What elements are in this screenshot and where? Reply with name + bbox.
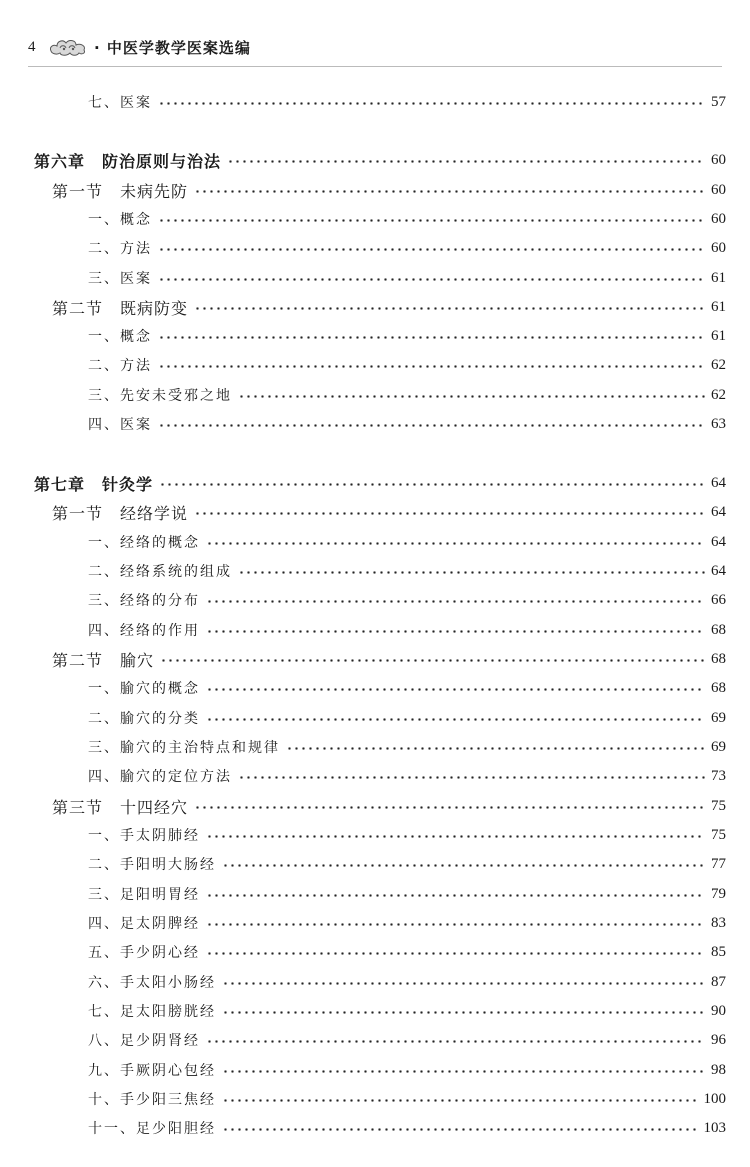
toc-entry-title: 四、足太阴脾经 — [88, 916, 200, 932]
toc-entry-title: 二、经络系统的组成 — [88, 564, 232, 580]
dot-leader — [158, 365, 705, 368]
toc-page-number: 103 — [703, 1119, 726, 1136]
toc-page-number: 69 — [711, 709, 726, 726]
toc-entry-title: 七、足太阳膀胱经 — [88, 1004, 216, 1020]
toc-item-row — [88, 559, 726, 583]
toc-item-row — [88, 911, 726, 935]
toc-entry-title: 第三节 十四经穴 — [52, 797, 189, 817]
dot-leader — [206, 923, 705, 926]
toc-entry-title: 第六章 防治原则与治法 — [34, 151, 222, 171]
dot-leader — [206, 835, 705, 838]
toc-page-number: 60 — [711, 181, 726, 198]
toc-item-row — [88, 823, 726, 847]
toc-page-number: 64 — [711, 503, 726, 520]
dot-leader — [158, 278, 705, 281]
toc-entry-title: 一、概念 — [88, 212, 152, 228]
dot-leader — [206, 542, 705, 545]
dot-leader — [158, 219, 705, 222]
toc-page-number: 98 — [711, 1061, 726, 1078]
toc-item-row — [88, 588, 726, 612]
toc-entry-title: 一、腧穴的概念 — [88, 681, 200, 697]
toc-entry-title: 三、腧穴的主治特点和规律 — [88, 740, 280, 756]
toc-item-row — [88, 207, 726, 231]
dot-leader — [194, 190, 705, 193]
page-number: 4 — [28, 38, 36, 55]
toc-item-row — [88, 412, 726, 436]
dot-leader — [222, 1070, 705, 1073]
toc-entry-title: 六、手太阳小肠经 — [88, 975, 216, 991]
toc-page-number: 60 — [711, 151, 726, 168]
toc-page-number: 64 — [711, 562, 726, 579]
toc-item-row — [88, 764, 726, 788]
dot-leader — [238, 395, 705, 398]
dot-leader — [206, 1040, 705, 1043]
dot-leader — [159, 483, 705, 486]
toc-section-row — [52, 295, 726, 319]
dot-leader — [158, 248, 705, 251]
toc-section-row — [52, 500, 726, 524]
dot-leader — [206, 600, 705, 603]
toc-page-number: 100 — [703, 1090, 726, 1107]
toc-page-number: 60 — [711, 210, 726, 227]
toc-page-number: 77 — [711, 855, 726, 872]
dot-leader — [194, 806, 705, 809]
toc-entry-title: 三、先安未受邪之地 — [88, 388, 232, 404]
dot-leader — [222, 1128, 698, 1131]
toc-page-number: 68 — [711, 650, 726, 667]
toc-item-row — [88, 324, 726, 348]
toc-item-row — [88, 353, 726, 377]
dot-leader — [206, 894, 705, 897]
toc-page-number: 62 — [711, 356, 726, 373]
toc-chapter-row — [34, 471, 726, 495]
toc-item-row — [88, 618, 726, 642]
toc-item-row — [88, 1028, 726, 1052]
toc-entry-title: 一、概念 — [88, 329, 152, 345]
dot-leader — [227, 160, 705, 163]
dot-leader — [222, 982, 705, 985]
toc-chapter-row — [34, 148, 726, 172]
toc-item-row — [88, 1058, 726, 1082]
toc-page-number: 62 — [711, 386, 726, 403]
toc-page-number: 61 — [711, 298, 726, 315]
toc-page-number: 87 — [711, 973, 726, 990]
toc-page-number: 61 — [711, 269, 726, 286]
dot-leader — [206, 952, 705, 955]
dot-leader — [194, 307, 705, 310]
toc-entry-title: 九、手厥阴心包经 — [88, 1063, 216, 1079]
toc-entry-title: 第一节 经络学说 — [52, 503, 189, 523]
toc-section-row — [52, 794, 726, 818]
toc-item-row — [88, 706, 726, 730]
dot-leader — [206, 630, 705, 633]
toc-section-row — [52, 178, 726, 202]
dot-leader — [206, 718, 705, 721]
toc-entry-title: 一、手太阴肺经 — [88, 828, 200, 844]
toc-item-row — [88, 236, 726, 260]
toc-entry-title: 三、医案 — [88, 271, 152, 287]
toc-entry-title: 第二节 腧穴 — [52, 650, 155, 670]
toc-page-number: 68 — [711, 679, 726, 696]
toc-entry-title: 五、手少阴心经 — [88, 945, 200, 961]
toc-entry-title: 三、足阳明胃经 — [88, 887, 200, 903]
toc-page-number: 75 — [711, 826, 726, 843]
toc-item-row — [88, 970, 726, 994]
toc-page-number: 85 — [711, 943, 726, 960]
toc-entry-title: 十、手少阳三焦经 — [88, 1092, 216, 1108]
toc-item-row — [88, 999, 726, 1023]
toc-page-number: 60 — [711, 239, 726, 256]
toc-entry-title: 七、医案 — [88, 95, 152, 111]
dot-leader — [222, 864, 705, 867]
toc-entry-title: 十一、足少阳胆经 — [88, 1121, 216, 1137]
cloud-ornament-icon — [48, 36, 88, 58]
header-divider — [28, 66, 722, 67]
toc-item-row — [88, 1087, 726, 1111]
toc-page-number: 90 — [711, 1002, 726, 1019]
dot-leader — [158, 424, 705, 427]
running-header — [28, 34, 251, 60]
toc-entry-title: 第一节 未病先防 — [52, 181, 189, 201]
dot-leader — [206, 688, 705, 691]
toc-page-number: 66 — [711, 591, 726, 608]
dot-leader — [238, 776, 705, 779]
toc-entry-title: 八、足少阴肾经 — [88, 1033, 200, 1049]
dot-leader — [222, 1011, 705, 1014]
toc-page-number: 68 — [711, 621, 726, 638]
toc-page-number: 73 — [711, 767, 726, 784]
dot-leader — [222, 1099, 698, 1102]
toc-item-row — [88, 90, 726, 114]
toc-page-number: 64 — [711, 533, 726, 550]
toc-item-row — [88, 735, 726, 759]
toc-item-row — [88, 530, 726, 554]
toc-entry-title: 二、腧穴的分类 — [88, 711, 200, 727]
book-title: · 中医学教学医案选编 — [94, 38, 251, 57]
toc-entry-title: 一、经络的概念 — [88, 535, 200, 551]
toc-entry-title: 三、经络的分布 — [88, 593, 200, 609]
toc-item-row — [88, 882, 726, 906]
toc-item-row — [88, 676, 726, 700]
toc-entry-title: 四、腧穴的定位方法 — [88, 769, 232, 785]
toc-page-number: 63 — [711, 415, 726, 432]
dot-leader — [160, 659, 705, 662]
toc-page-number: 61 — [711, 327, 726, 344]
toc-entry-title: 二、方法 — [88, 358, 152, 374]
dot-leader — [194, 512, 705, 515]
toc-page-number: 79 — [711, 885, 726, 902]
toc-item-row — [88, 383, 726, 407]
toc-item-row — [88, 266, 726, 290]
toc-entry-title: 四、医案 — [88, 417, 152, 433]
toc-page-number: 96 — [711, 1031, 726, 1048]
dot-leader — [158, 102, 705, 105]
toc-page-number: 69 — [711, 738, 726, 755]
toc-entry-title: 第七章 针灸学 — [34, 474, 154, 494]
toc-entry-title: 二、方法 — [88, 241, 152, 257]
dot-leader — [158, 336, 705, 339]
toc-page-number: 64 — [711, 474, 726, 491]
toc-page-number: 83 — [711, 914, 726, 931]
dot-leader — [286, 747, 705, 750]
toc-item-row — [88, 940, 726, 964]
toc-item-row — [88, 852, 726, 876]
toc-page-number: 75 — [711, 797, 726, 814]
toc-entry-title: 二、手阳明大肠经 — [88, 857, 216, 873]
dot-leader — [238, 571, 705, 574]
toc-item-row — [88, 1116, 726, 1140]
toc-page-number: 57 — [711, 93, 726, 110]
toc-entry-title: 四、经络的作用 — [88, 623, 200, 639]
toc-section-row — [52, 647, 726, 671]
toc-entry-title: 第二节 既病防变 — [52, 298, 189, 318]
